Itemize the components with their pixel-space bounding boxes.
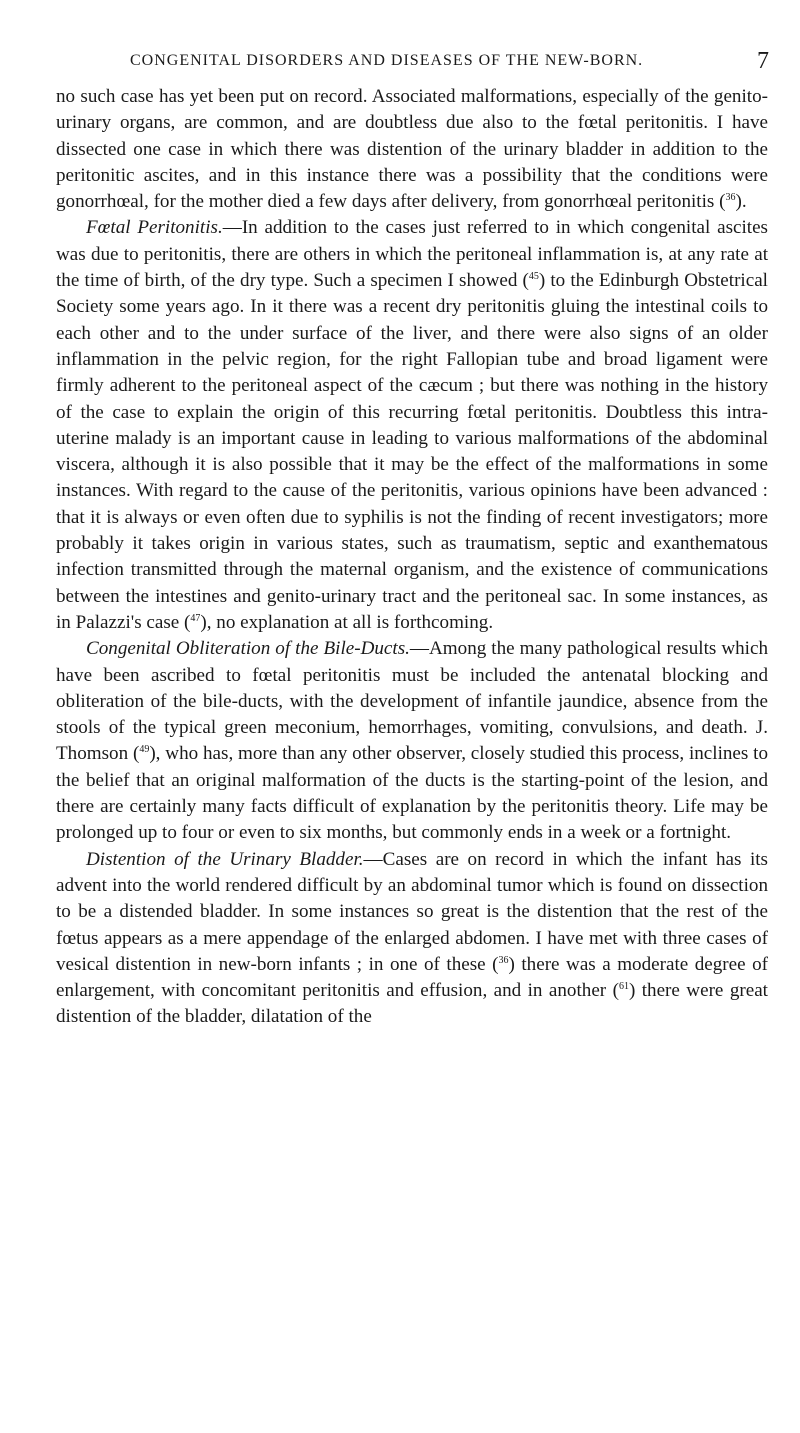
reference-superscript: 49 [139, 744, 150, 756]
reference-superscript: 36 [725, 192, 736, 204]
section-heading-urinary-bladder: Distention of the Urinary Bladder. [86, 848, 364, 870]
paragraph-ascites-continuation: no such case has yet been put on record. Associated malformations, especially of the genito-urinary organs, are common, and are doubtless due also to the fœtal peritonitis. I have dissected one case in which there was distention of the urinary bladder in addition to the peritonitic ascites, and in this instance there was a possibility that the conditions were gonorrhœal, for the mother died a few days after delivery, from gonorrhœal peritonitis ($^{36}$). [56, 86, 768, 213]
page-header [0, 48, 800, 78]
reference-superscript: 36 [498, 954, 509, 966]
running-title: CONGENITAL DISORDERS AND DISEASES OF THE NEW-BORN. [130, 52, 644, 69]
paragraph-bile-ducts: Congenital Obliteration of the Bile-Ducts.—Among the many pathological results which have been ascribed to fœtal peritonitis must be included the antenatal blocking and obliteration of the bile-ducts, with the development of infantile jaundice, absence from the stools of the typical green meconium, hemorrhages, vomiting, convulsions, and death. J. Thomson ($^{49}$), who has, more than any other observer, closely studied this process, inclines to the belief that an original malformation of the ducts is the starting-point of the lesion, and there are certainly many facts difficult of explanation by the peritonitis theory. Life may be prolonged up to four or even to six months, but commonly ends in a week or a fortnight. [56, 638, 769, 844]
body-text [56, 84, 768, 1031]
paragraph-foetal-peritonitis: Fœtal Peritonitis.—In addition to the cases just referred to in which congenital ascites was due to peritonitis, there are others in which the peritoneal inflammation is, at any rate at the time of birth, of the dry type. Such a specimen I showed ($^{45}$) to the Edinburgh Obstetrical Society some years ago. In it there was a recent dry peritonitis gluing the intestinal coils to each other and to the under surface of the liver, and there were also signs of an older inflammation in the pelvic region, for the right Fallopian tube and broad ligament were firmly adherent to the peritoneal aspect of the cæcum ; but there was nothing in the history of the case to explain the origin of this recurring fœtal peritonitis. Doubtless this intra-uterine malady is an important cause in leading to various malformations of the abdominal viscera, although it is also possible that it may be the effect of the malformations in some instances. With regard to the cause of the peritonitis, various opinions have been advanced : that it is always or even often due to syphilis is not the finding of recent investigators; more probably it takes origin in various states, such as traumatism, septic and exanthematous infection transmitted through the maternal organism, and the existence of communications between the intestines and genito-urinary tract and the peritoneal sac. In some instances, as in Palazzi's case ($^{47}$), no explanation at all is forthcoming. [56, 217, 768, 633]
reference-superscript: 47 [190, 612, 201, 624]
reference-superscript: 61 [618, 981, 629, 993]
reference-superscript: 45 [528, 271, 539, 283]
section-heading-bile-ducts: Congenital Obliteration of the Bile-Ducts. [86, 638, 410, 660]
paragraph-urinary-bladder: Distention of the Urinary Bladder.—Cases are on record in which the infant has its advent into the world rendered difficult by an abdominal tumor which is found on dissection to be a distended bladder. In some instances so great is the distention that the rest of the fœtus appears as a mere appendage of the enlarged abdomen. I have met with three cases of vesical distention in new-born infants ; in one of these ($^{36}$) there was a moderate degree of enlargement, with concomitant peritonitis and effusion, and in another ($^{61}$) there were great distention of the bladder, dilatation of the [56, 848, 768, 1028]
page-number: 7 [757, 48, 769, 74]
section-heading-foetal-peritonitis: Fœtal Peritonitis. [86, 217, 223, 239]
